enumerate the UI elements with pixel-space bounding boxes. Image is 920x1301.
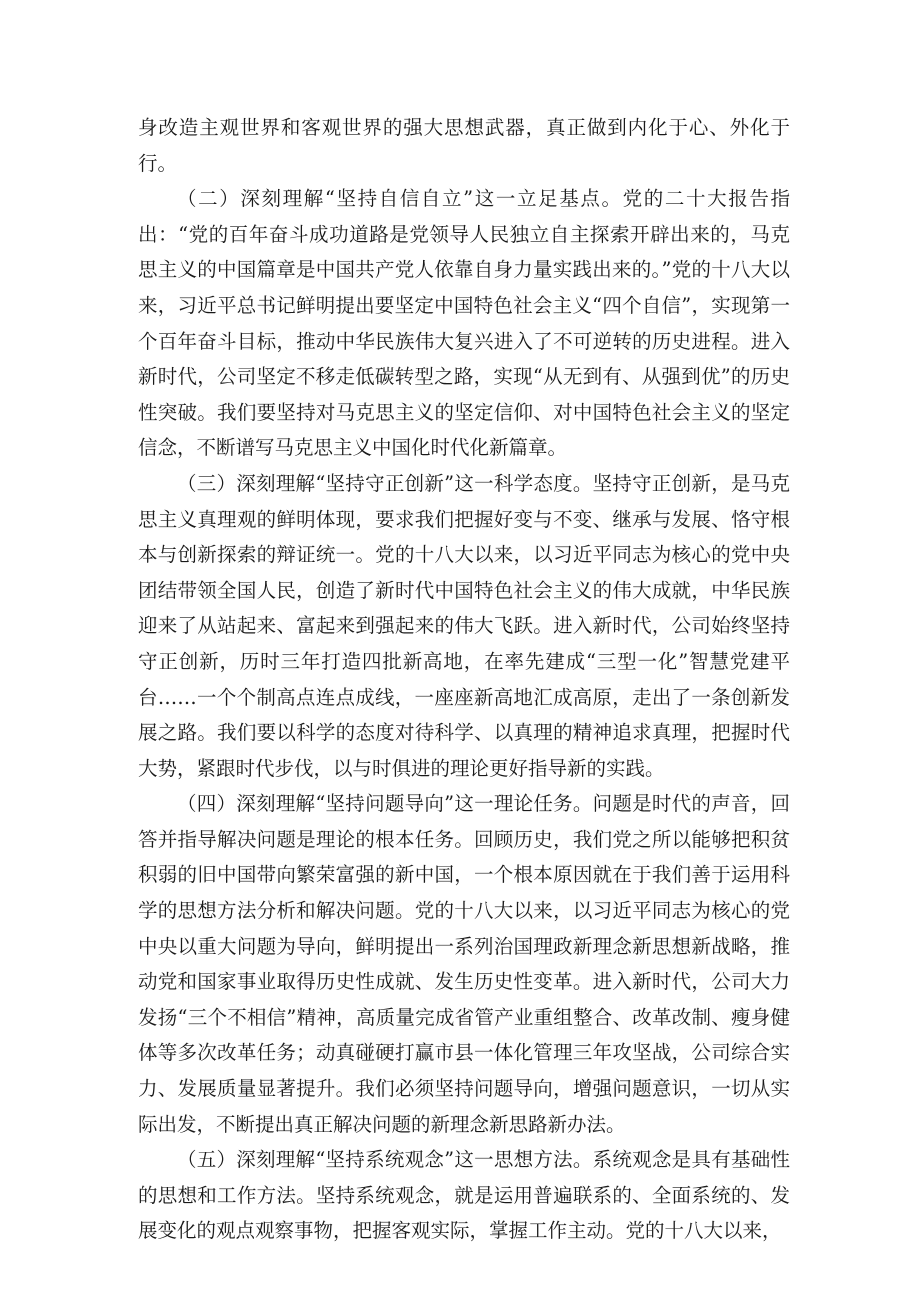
paragraph-section-4: （四）深刻理解“坚持问题导向”这一理论任务。问题是时代的声音，回答并指导解决问题是理论的根本任务。回顾历史，我们党之所以能够把积贫积弱的旧中国带向繁荣富强的新中国，一个根本原因就在于我们善于运用科学的思想方法分析和解决问题。党的十八大以来，以习近平同志为核心的党中央以重大问题为导向，鲜明提出一系列治国理政新理念新思想新战略，推动党和国家事业取得历史性成就、发生历史性变革。进入新时代，公司大力发扬“三个不相信”精神，高质量完成省管产业重组整合、改革改制、瘦身健体等多次改革任务；动真碰硬打赢市县一体化管理三年攻坚战，公司综合实力、发展质量显著提升。我们必须坚持问题导向，增强问题意识，一切从实际出发，不断提出真正解决问题的新理念新思路新办法。 [138, 792, 790, 1136]
paragraph-section-3: （三）深刻理解“坚持守正创新”这一科学态度。坚持守正创新，是马克思主义真理观的鲜明体现，要求我们把握好变与不变、继承与发展、恪守根本与创新探索的辩证统一。党的十八大以来，以习近平同志为核心的党中央团结带领全国人民，创造了新时代中国特色社会主义的伟大成就，中华民族迎来了从站起来、富起来到强起来的伟大飞跃。进入新时代，公司始终坚持守正创新，历时三年打造四批新高地，在率先建成“三型一化”智慧党建平台……一个个制高点连点成线，一座座新高地汇成高原，走出了一条创新发展之路。我们要以科学的态度对待科学、以真理的精神追求真理，把握时代大势，紧跟时代步伐，以与时俱进的理论更好指导新的实践。 [138, 471, 790, 780]
paragraph-section-2: （二）深刻理解“坚持自信自立”这一立足基点。党的二十大报告指出：“党的百年奋斗成功道路是党领导人民独立自主探索开辟出来的，马克思主义的中国篇章是中国共产党人依靠自身力量实践出来的。”党的十八大以来，习近平总书记鲜明提出要坚定中国特色社会主义“四个自信”，实现第一个百年奋斗目标，推动中华民族伟大复兴进入了不可逆转的历史进程。进入新时代，公司坚定不移走低碳转型之路，实现“从无到有、从强到优”的历史性突破。我们要坚持对马克思主义的坚定信仰、对中国特色社会主义的坚定信念，不断谱写马克思主义中国化时代化新篇章。 [138, 187, 790, 460]
paragraph-continuation: 身改造主观世界和客观世界的强大思想武器，真正做到内化于心、外化于行。 [138, 116, 790, 175]
paragraph-section-5: （五）深刻理解“坚持系统观念”这一思想方法。系统观念是具有基础性的思想和工作方法。坚持系统观念，就是运用普遍联系的、全面系统的、发展变化的观点观察事物，把握客观实际，掌握工作主动。党的十八大以来， [138, 1148, 790, 1243]
document-body [138, 110, 790, 1249]
